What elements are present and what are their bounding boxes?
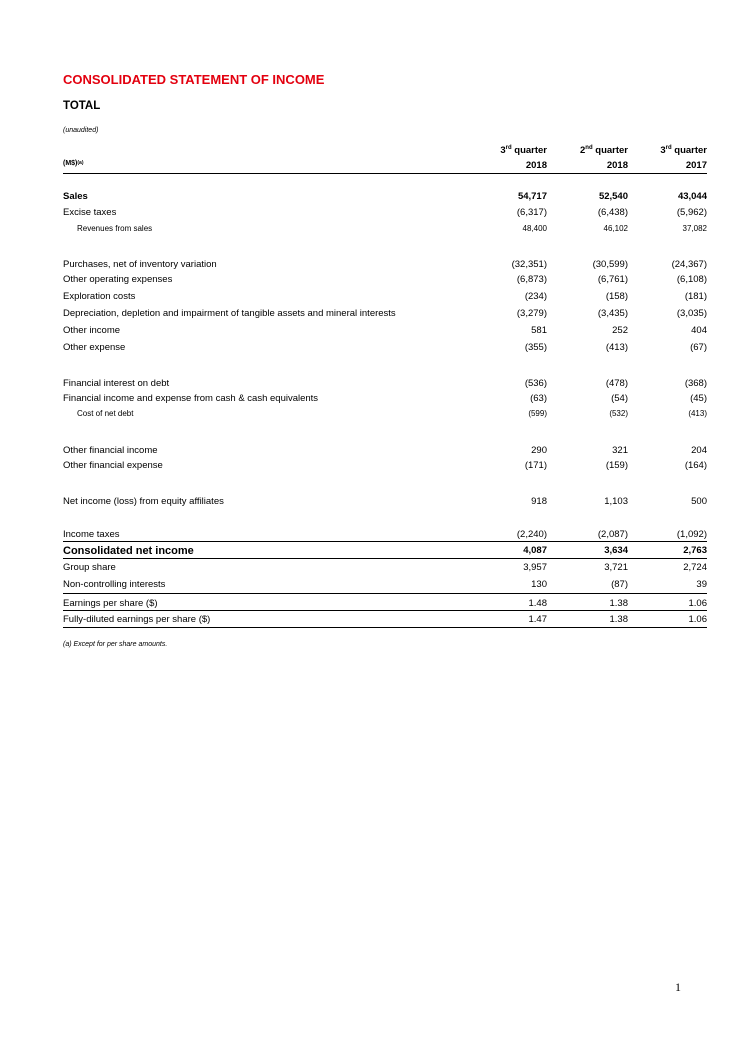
- table-row-consolidated-net-income: Consolidated net income 4,087 3,634 2,763: [63, 545, 707, 557]
- column-header-q2-2018: 2nd quarter 2018: [579, 145, 628, 171]
- table-row-excise-taxes: Excise taxes (6,317) (6,438) (5,962): [63, 207, 707, 218]
- statement-subtitle: TOTAL: [63, 100, 101, 112]
- table-row-depreciation: Depreciation, depletion and impairment of tangible assets and mineral interests (3,279) (3,435) (3,035): [63, 308, 707, 319]
- table-row-other-expense: Other expense (355) (413) (67): [63, 342, 707, 353]
- units-label: (M$)$^{(a)}$: [63, 160, 84, 167]
- table-row-cost-of-net-debt: Cost of net debt (599) (532) (413): [77, 409, 707, 418]
- table-row-equity-affiliates: Net income (loss) from equity affiliates 918 1,103 500: [63, 496, 707, 507]
- page-number: 1: [675, 980, 681, 994]
- column-header-q3-2017: 3rd quarter 2017: [660, 145, 707, 171]
- footnote: (a) Except for per share amounts.: [63, 641, 168, 648]
- table-row-revenues-from-sales: Revenues from sales 48,400 46,102 37,082: [77, 224, 707, 233]
- table-bottom-divider: [63, 627, 707, 628]
- row-divider: [63, 610, 707, 611]
- statement-title: CONSOLIDATED STATEMENT OF INCOME: [63, 72, 325, 87]
- header-divider: [63, 173, 707, 174]
- table-row-income-taxes: Income taxes (2,240) (2,087) (1,092): [63, 529, 707, 540]
- table-row-sales: Sales 54,717 52,540 43,044: [63, 191, 707, 202]
- table-row-group-share: Group share 3,957 3,721 2,724: [63, 562, 707, 573]
- table-row-exploration-costs: Exploration costs (234) (158) (181): [63, 291, 707, 302]
- unaudited-note: (unaudited): [63, 127, 99, 134]
- table-row-other-income: Other income 581 252 404: [63, 325, 707, 336]
- table-row-diluted-earnings-per-share: Fully-diluted earnings per share ($) 1.47 1.38 1.06: [63, 614, 707, 625]
- table-row-earnings-per-share: Earnings per share ($) 1.48 1.38 1.06: [63, 598, 707, 609]
- column-header-q3-2018: 3rd quarter 2018: [500, 145, 547, 171]
- table-row-financial-interest-on-debt: Financial interest on debt (536) (478) (368): [63, 378, 707, 389]
- table-row-other-operating-expenses: Other operating expenses (6,873) (6,761) (6,108): [63, 274, 707, 285]
- table-row-other-financial-income: Other financial income 290 321 204: [63, 445, 707, 456]
- row-divider: [63, 593, 707, 594]
- table-row-purchases: Purchases, net of inventory variation (32,351) (30,599) (24,367): [63, 259, 707, 270]
- row-divider: [63, 541, 707, 542]
- table-row-financial-income-cash: Financial income and expense from cash & cash equivalents (63) (54) (45): [63, 393, 707, 404]
- table-row-non-controlling-interests: Non-controlling interests 130 (87) 39: [63, 579, 707, 590]
- table-row-other-financial-expense: Other financial expense (171) (159) (164): [63, 460, 707, 471]
- row-divider: [63, 558, 707, 559]
